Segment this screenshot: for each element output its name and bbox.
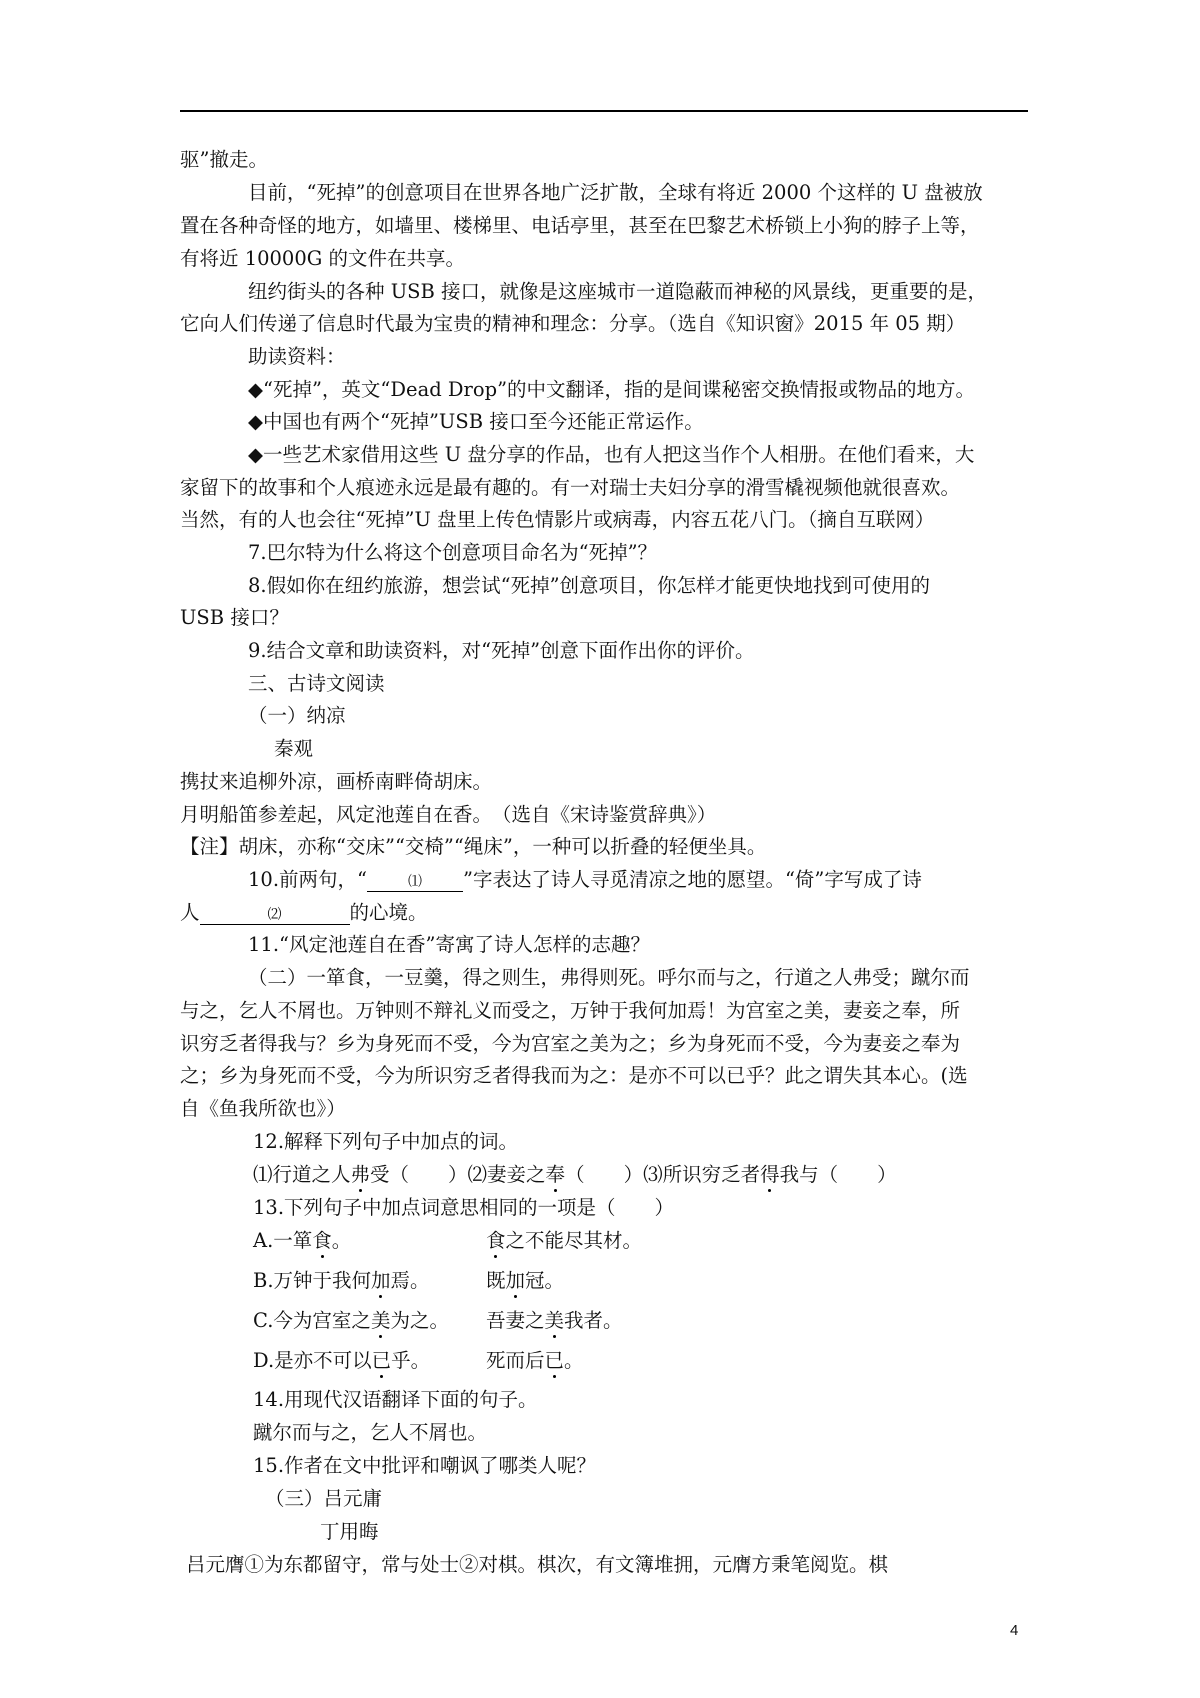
text-line: 驱”撤走。 (180, 148, 268, 171)
option-c-compare: 吾妻之美我者。 (486, 1309, 623, 1332)
option-a: A.一箪食。 (253, 1229, 352, 1252)
option-b: B.万钟于我何加焉。 (253, 1269, 430, 1292)
question-8: 8.假如你在纽约旅游，想尝试“死掉”创意项目，你怎样才能更快地找到可使用的 (248, 574, 931, 597)
text-line: ◆中国也有两个“死掉”USB 接口至今还能正常运作。 (248, 410, 704, 433)
text-line: 人 ⑵ 的心境。 (180, 901, 428, 924)
option-d: D.是亦不可以已乎。 (253, 1349, 431, 1372)
text-line: 助读资料： (248, 345, 346, 368)
answer-blank-2[interactable]: ⑵ (200, 906, 350, 925)
question-12-items: ⑴行道之人弗受（ ）⑵妻妾之奉（ ）⑶所识穷乏者得我与（ ） (253, 1163, 897, 1186)
question-11: 11.“风定池莲自在香”寄寓了诗人怎样的志趣？ (248, 933, 650, 956)
poem-line: 携扙来追柳外凉，画桥南畔倚胡床。 (180, 770, 493, 793)
text-line: 目前，“死掉”的创意项目在世界各地广泛扩散，全球有将近 2000 个这样的 U 盘被放 (248, 181, 983, 204)
dotted-word: 得 (760, 1163, 780, 1186)
text-line: 与之，乞人不屑也。万钟则不辩礼义而受之，万钟于我何加焉！为宫室之美，妻妾之奉，所 (180, 999, 961, 1022)
dotted-word: 奉 (545, 1163, 566, 1186)
translate-sentence: 蹴尔而与之，乞人不屑也。 (253, 1421, 488, 1444)
section-heading: 三、古诗文阅读 (248, 672, 385, 695)
option-d-compare: 死而后已。 (486, 1349, 584, 1372)
question-15: 15.作者在文中批评和嘲讽了哪类人呢？ (253, 1454, 597, 1477)
text-line: （二）一箪食，一豆羹，得之则生，弗得则死。呼尔而与之，行道之人弗受；蹴尔而 (248, 966, 970, 989)
text-line: 有将近 10000G 的文件在共享。 (180, 247, 466, 270)
poem-title: （一）纳凉 (248, 704, 346, 727)
question-10: 10.前两句，“ ⑴ ”字表达了诗人寻觅清凉之地的愿望。“倚”字写成了诗 (248, 868, 922, 891)
text-line: 识穷乏者得我与？乡为身死而不受，今为宫室之美为之；乡为身死而不受，今为妻妾之奉为 (180, 1032, 961, 1055)
poem-author: 秦观 (274, 737, 314, 760)
option-b-compare: 既加冠。 (486, 1269, 565, 1292)
text-line: 它向人们传递了信息时代最为宝贵的精神和理念：分享。（选自《知识窗》2015 年 05 期） (180, 312, 966, 335)
poem-note: 【注】胡床，亦称“交床”“交椅”“绳床”，一种可以折叠的轻便坐具。 (180, 835, 767, 858)
text-line: 之；乡为身死而不受，今为所识穷乏者得我而为之：是亦不可以已乎？此之谓失其本心。(选 (180, 1064, 968, 1087)
text-line: 家留下的故事和个人痕迹永远是最有趣的。有一对瑞士夫妇分享的滑雪橇视频他就很喜欢。 (180, 476, 961, 499)
poem-line: 月明船笛参差起，风定池莲自在香。 （选自《宋诗鉴赏辞典》） (180, 803, 717, 826)
question-14: 14.用现代汉语翻译下面的句子。 (253, 1388, 538, 1411)
header-rule (180, 110, 1028, 112)
question-7: 7.巴尔特为什么将这个创意项目命名为“死掉”？ (248, 541, 658, 564)
text-line: 纽约街头的各种 USB 接口，就像是这座城市一道隐蔽而神秘的风景线，更重要的是， (248, 280, 988, 303)
text-line: 吕元膺①为东都留守，常与处士②对棋。棋次，有文簿堆拥，元膺方秉笔阅览。棋 (186, 1553, 889, 1576)
question-13: 13.下列句子中加点词意思相同的一项是（ ） (253, 1196, 675, 1219)
author: 丁用晦 (320, 1520, 379, 1543)
answer-blank-1[interactable]: ⑴ (367, 873, 463, 892)
question-9: 9.结合文章和助读资料，对“死掉”创意下面作出你的评价。 (248, 639, 755, 662)
option-c: C.今为宫室之美为之。 (253, 1309, 449, 1332)
text-line: 自《鱼我所欲也》） (180, 1097, 346, 1120)
text-line: ◆“死掉”，英文“Dead Drop”的中文翻译，指的是间谍秘密交换情报或物品的地方。 (248, 378, 976, 401)
question-12: 12.解释下列句子中加点的词。 (253, 1130, 519, 1153)
option-a-compare: 食之不能尽其材。 (486, 1229, 643, 1252)
dotted-word: 弗 (350, 1163, 371, 1186)
text-line: 当然，有的人也会往“死掉”U 盘里上传色情影片或病毒，内容五花八门。（摘自互联网） (180, 508, 935, 531)
text-line: USB 接口？ (180, 606, 289, 629)
page-number: 4 (1010, 1622, 1019, 1639)
text-line: ◆一些艺术家借用这些 U 盘分享的作品，也有人把这当作个人相册。在他们看来，大 (248, 443, 975, 466)
text-line: 置在各种奇怪的地方，如墙里、楼梯里、电话亭里，甚至在巴黎艺术桥锁上小狗的脖子上等， (180, 214, 980, 237)
section-title: （三）吕元庸 (265, 1487, 383, 1510)
